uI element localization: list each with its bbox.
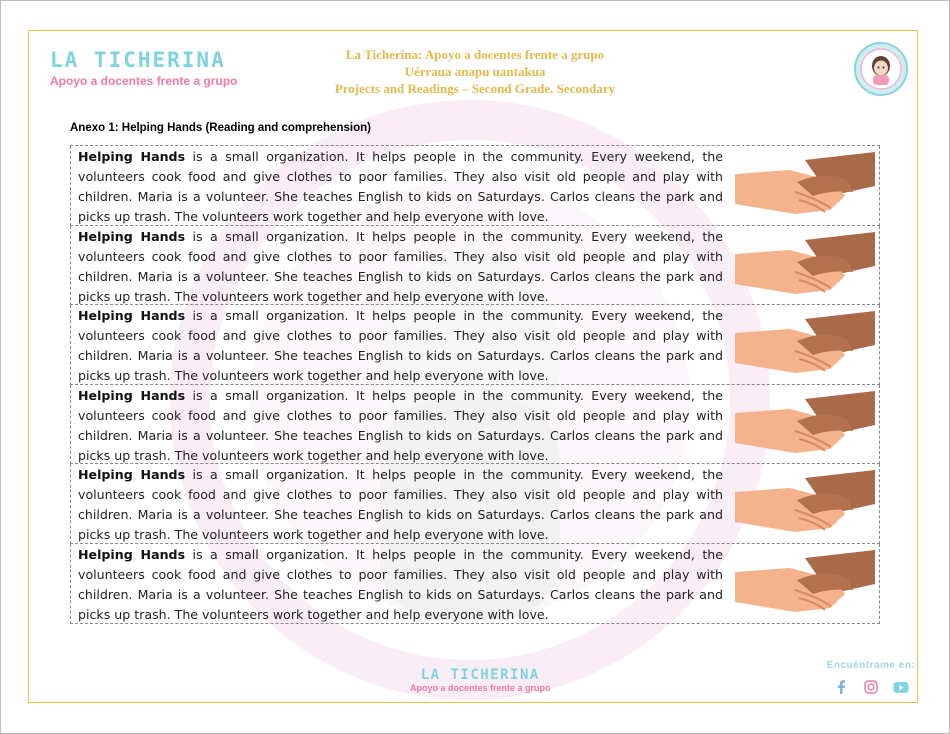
facebook-icon[interactable] (833, 679, 849, 695)
brand-title: LA TICHERINA (50, 48, 226, 72)
handshake-icon (735, 391, 875, 457)
reading-body: is a small organization. It helps people in the community. Every weekend, the volunteers cook food and give clothes to poor families. They also visit old people and play with children. Maria is a volunteer. She teaches English to kids on Saturdays. Carlos cleans the park and picks up trash. The volunteers work together and help everyone with love. (78, 308, 723, 384)
handshake-icon (735, 152, 875, 218)
reading-body: is a small organization. It helps people in the community. Every weekend, the volunteers cook food and give clothes to poor families. They also visit old people and play with children. Maria is a volunteer. She teaches English to kids on Saturdays. Carlos cleans the park and picks up trash. The volunteers work together and help everyone with love. (78, 149, 723, 224)
handshake-icon (735, 550, 875, 616)
reading-card (70, 544, 880, 624)
reading-text (78, 465, 723, 545)
reading-text (78, 386, 723, 466)
reading-card (70, 464, 880, 544)
readings-list (70, 145, 880, 624)
reading-card (70, 146, 880, 226)
reading-card (70, 385, 880, 465)
social-links (826, 660, 916, 695)
footer-brand-subtitle: Apoyo a docentes frente a grupo (410, 683, 551, 693)
reading-title: Helping Hands (78, 387, 186, 403)
reading-title: Helping Hands (78, 149, 186, 164)
reading-body: is a small organization. It helps people in the community. Every weekend, the volunteers cook food and give clothes to poor families. They also visit old people and play with children. Maria is a volunteer. She teaches English to kids on Saturdays. Carlos cleans the park and picks up trash. The volunteers work together and help everyone with love. (78, 387, 723, 463)
footer-logo (410, 667, 551, 693)
reading-body: is a small organization. It helps people in the community. Every weekend, the volunteers cook food and give clothes to poor families. They also visit old people and play with children. Maria is a volunteer. She teaches English to kids on Saturdays. Carlos cleans the park and picks up trash. The volunteers work together and help everyone with love. (78, 228, 723, 304)
annex-title: Anexo 1: Helping Hands (Reading and comprehension) (70, 122, 371, 134)
brand-logo (50, 48, 237, 88)
brand-subtitle: Apoyo a docentes frente a grupo (50, 74, 238, 88)
handshake-icon (735, 311, 875, 377)
footer-brand-title: LA TICHERINA (420, 667, 540, 683)
reading-title: Helping Hands (78, 308, 186, 324)
handshake-icon (735, 470, 875, 536)
instagram-icon[interactable] (863, 679, 879, 695)
avatar-logo (854, 42, 908, 96)
reading-text (78, 545, 723, 625)
youtube-icon[interactable] (893, 679, 909, 695)
header-line-2: Uérraua anapu uantakua (404, 64, 546, 79)
reading-body: is a small organization. It helps people in the community. Every weekend, the volunteers cook food and give clothes to poor families. They also visit old people and play with children. Maria is a volunteer. She teaches English to kids on Saturdays. Carlos cleans the park and picks up trash. The volunteers work together and help everyone with love. (78, 467, 723, 543)
reading-title: Helping Hands (78, 467, 186, 483)
header-line-3: Projects and Readings – Second Grade. Secondary (334, 81, 616, 96)
reading-title: Helping Hands (78, 546, 186, 562)
reading-card (70, 305, 880, 385)
reading-card (70, 226, 880, 306)
header-line-1: La Ticherina: Apoyo a docentes frente a grupo (345, 47, 605, 62)
social-label: Encuéntrame en: (826, 660, 916, 671)
reading-body: is a small organization. It helps people in the community. Every weekend, the volunteers cook food and give clothes to poor families. They also visit old people and play with children. Maria is a volunteer. She teaches English to kids on Saturdays. Carlos cleans the park and picks up trash. The volunteers work together and help everyone with love. (78, 546, 723, 622)
reading-text (78, 306, 723, 386)
reading-text (78, 227, 723, 307)
reading-title: Helping Hands (78, 228, 186, 244)
handshake-icon (735, 232, 875, 298)
document-header (250, 46, 700, 97)
reading-text (78, 147, 723, 227)
